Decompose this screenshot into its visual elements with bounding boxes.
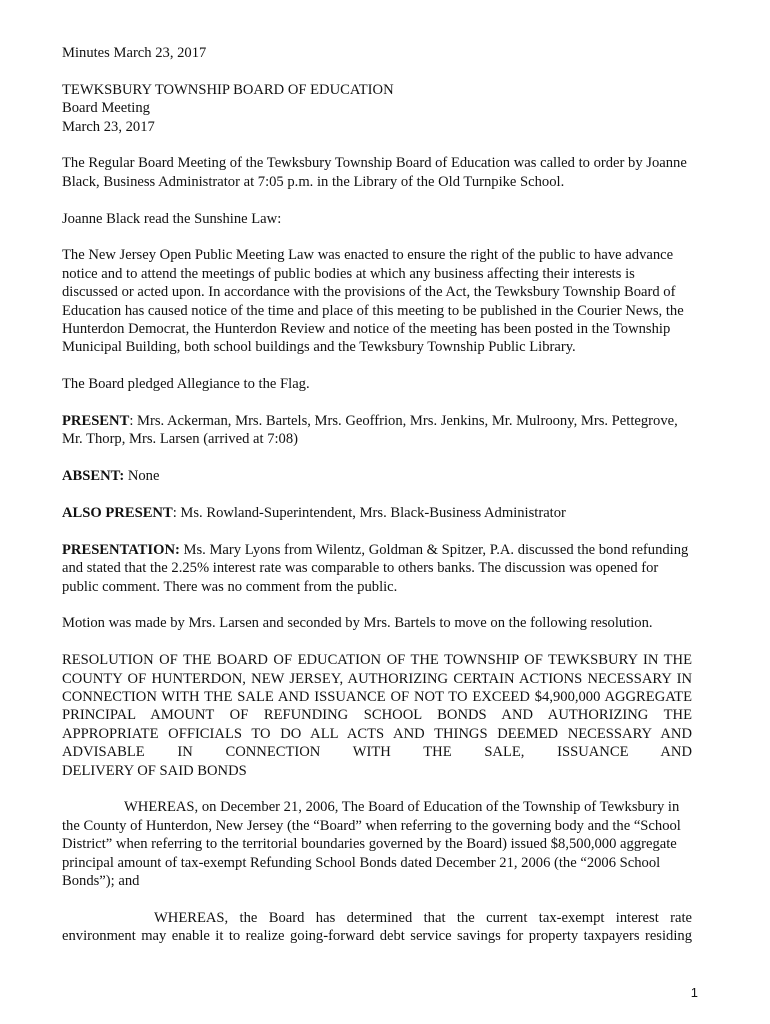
para-called-to-order: The Regular Board Meeting of the Tewksbury Township Board of Education was called to order by Joanne Black, Business Administrator at 7:05 p.m. in the Library of the Old Turnpike School. bbox=[62, 155, 687, 190]
resolution-title: RESOLUTION OF THE BOARD OF EDUCATION OF THE TOWNSHIP OF TEWKSBURY IN THE COUNTY OF HUNTERDON, NEW JERSEY, AUTHORIZING CERTAIN ACTIONS NECESSARY IN CONNECTION WITH THE SALE AND ISSUANCE OF NOT TO EXCEED $4,900,000 AGGREGATE PRINCIPAL AMOUNT OF REFUNDING SCHOOL BONDS AND AUTHORIZING THE APPROPRIATE OFFICIALS TO DO ALL ACTS AND THINGS DEEMED NECESSARY AND ADVISABLE IN CONNECTION WITH THE SALE, ISSUANCE AND bbox=[62, 652, 692, 761]
para-sunshine-intro: Joanne Black read the Sunshine Law: bbox=[62, 210, 282, 227]
meeting-type: Board Meeting bbox=[62, 100, 150, 117]
resolution-title-last: DELIVERY OF SAID BONDS bbox=[62, 762, 247, 779]
meeting-date: March 23, 2017 bbox=[62, 118, 155, 135]
present-label: PRESENT bbox=[62, 413, 130, 430]
absent-label: ABSENT: bbox=[62, 468, 125, 485]
whereas-1: WHEREAS, on December 21, 2006, The Board of Education of the Township of Tewksbury in the County of Hunterdon, New Jersey (the “Board” when referring to the governing body and the “School District” when referring to the territorial boundaries governed by the Board) issued $8,500,000 aggregate principal amount of tax-exempt Refunding School Bonds dated December 21, 2006 (the “2006 School Bonds”); and bbox=[62, 799, 681, 890]
document-page bbox=[62, 44, 692, 964]
absent-section bbox=[62, 467, 692, 485]
whereas-2: WHEREAS, the Board has determined that the current tax-exempt interest rate environment may enable it to realize going-forward debt service savings for property taxpayers residing bbox=[62, 909, 692, 945]
also-present-label: ALSO PRESENT bbox=[62, 505, 173, 522]
para-sunshine-law: The New Jersey Open Public Meeting Law was enacted to ensure the right of the public to have advance notice and to attend the meetings of public bodies at which any business affecting their interests is discussed or acted upon. In accordance with the provisions of the Act, the Tewksbury Township Board of Education has caused notice of the time and place of this meeting to be published in the Courier News, the Hunterdon Democrat, the Hunterdon Review and notice of the meeting has been posted in the Township Municipal Building, both school buildings and the Tewksbury Township Public Library. bbox=[62, 247, 684, 356]
absent-text: None bbox=[124, 468, 160, 485]
org-name: TEWKSBURY TOWNSHIP BOARD OF EDUCATION bbox=[62, 81, 394, 98]
header-line: Minutes March 23, 2017 bbox=[62, 45, 207, 61]
presentation-text: Ms. Mary Lyons from Wilentz, Goldman & Spitzer, P.A. discussed the bond refunding and stated that the 2.25% interest rate was comparable to others banks. The discussion was opened for public comment. There was no comment from the public. bbox=[62, 541, 689, 595]
also-present-section bbox=[62, 504, 692, 522]
present-section bbox=[62, 412, 692, 449]
para-motion: Motion was made by Mrs. Larsen and seconded by Mrs. Bartels to move on the following resolution. bbox=[62, 615, 653, 632]
also-present-text: : Ms. Rowland-Superintendent, Mrs. Black-Business Administrator bbox=[172, 505, 566, 522]
para-pledge: The Board pledged Allegiance to the Flag. bbox=[62, 376, 310, 393]
presentation-section bbox=[62, 541, 692, 596]
page-number: 1 bbox=[690, 985, 698, 1000]
present-text: : Mrs. Ackerman, Mrs. Bartels, Mrs. Geoffrion, Mrs. Jenkins, Mr. Mulroony, Mrs. Pettegrove, Mr. Thorp, Mrs. Larsen (arrived at 7:08) bbox=[62, 413, 678, 448]
presentation-label: PRESENTATION: bbox=[62, 541, 180, 558]
